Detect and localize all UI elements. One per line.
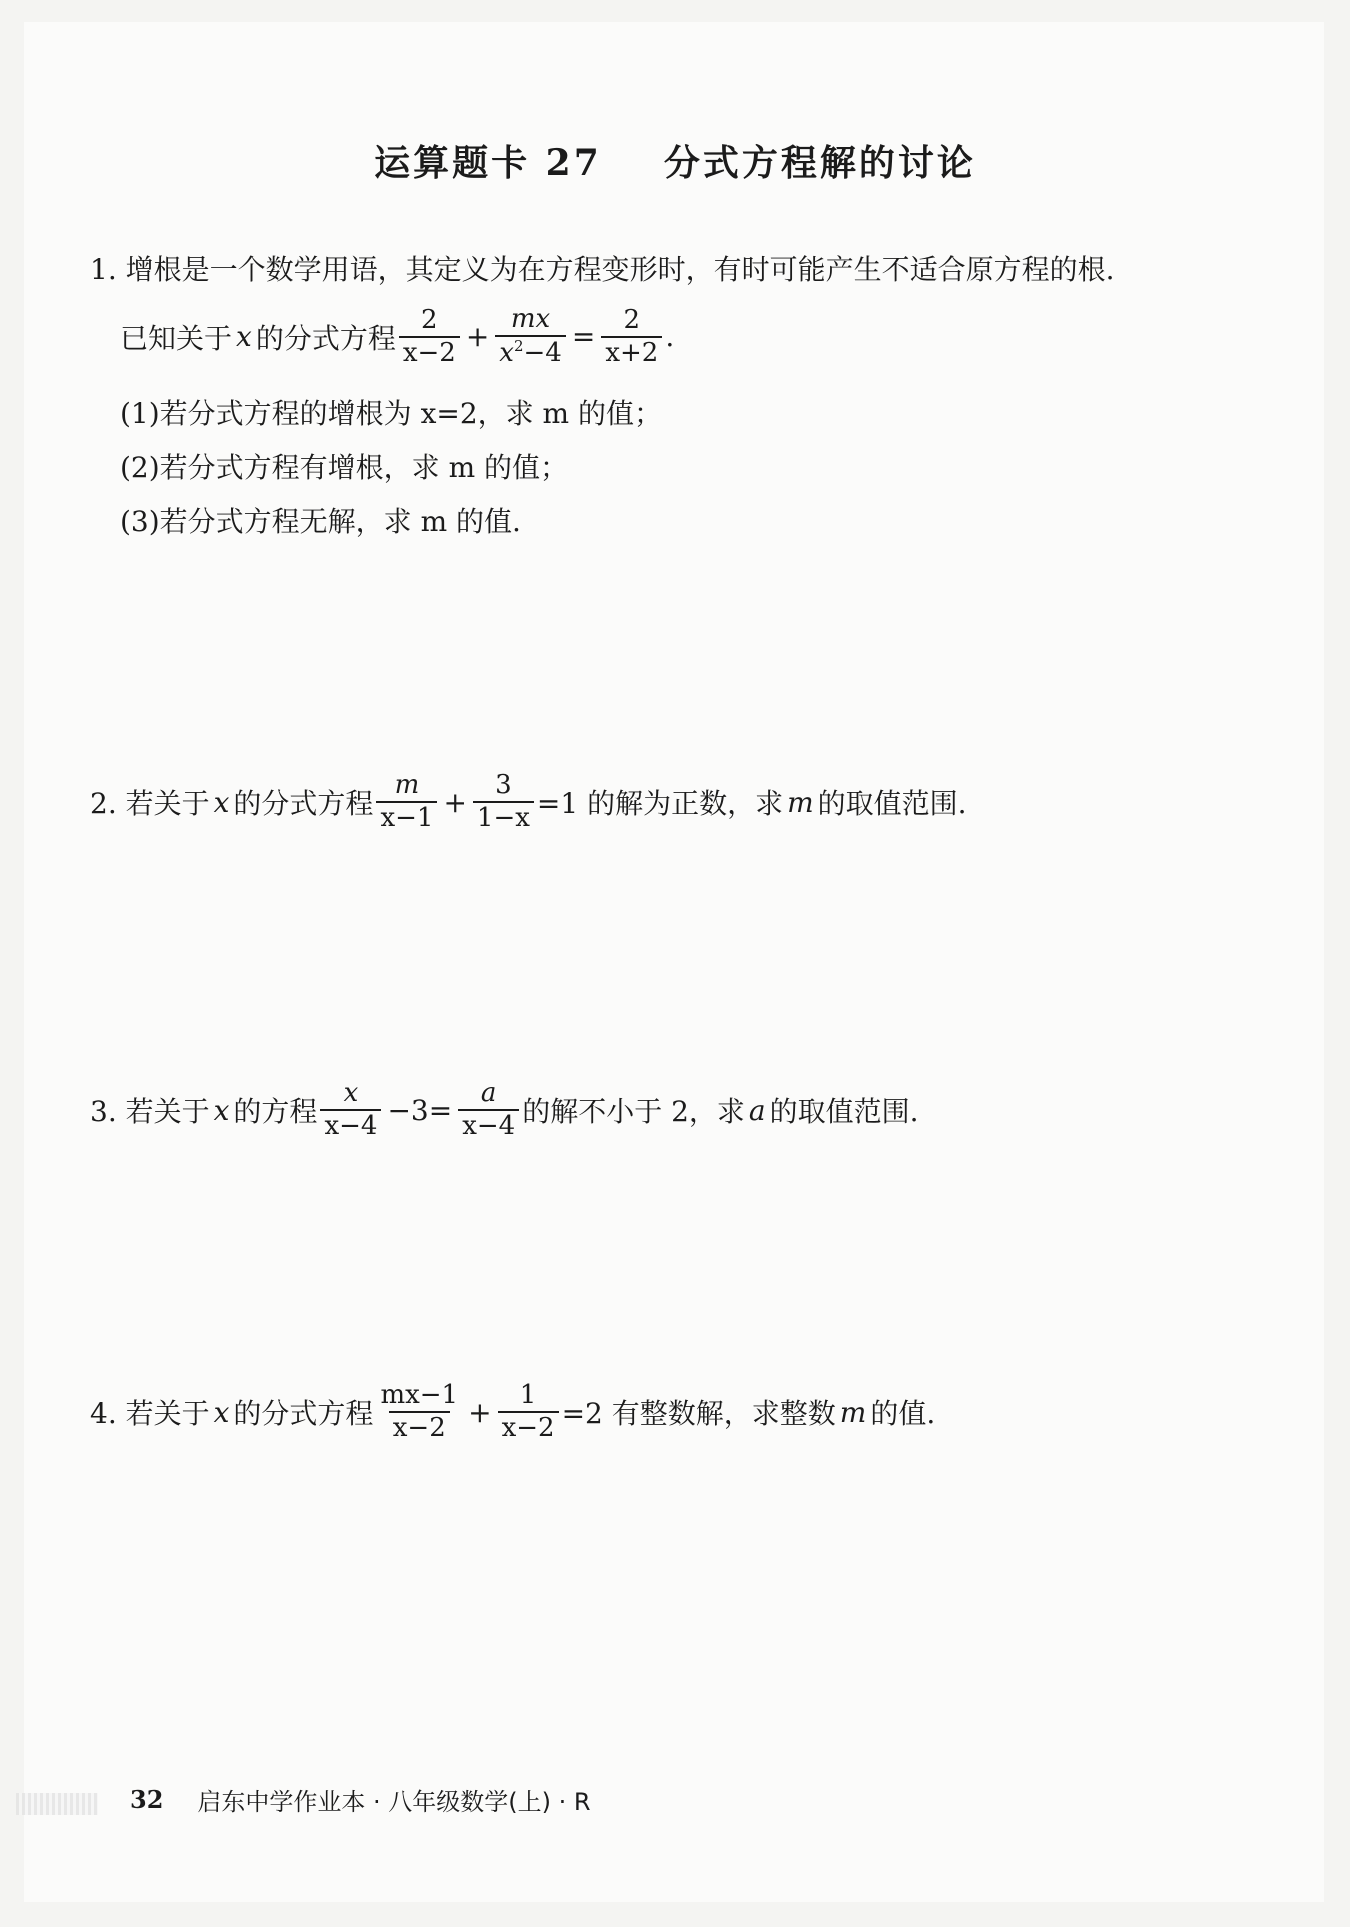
- q2-end: 的取值范围.: [817, 787, 967, 821]
- q1-end: .: [665, 320, 675, 354]
- q1-fraction-3: [601, 304, 662, 368]
- q3-f2-num-text: a: [480, 1078, 497, 1108]
- q2-fraction-1: [376, 772, 437, 833]
- page-number: 32: [130, 1785, 164, 1814]
- q3-f2-num: [477, 1080, 501, 1109]
- q4-f2-den: x−2: [498, 1411, 559, 1442]
- q1-prefix: 已知关于: [120, 321, 233, 355]
- q1-f3-num: 2: [623, 304, 641, 335]
- q4-rhs: =2 有整数解，求整数: [561, 1397, 836, 1431]
- q1-f2-num: [507, 306, 554, 335]
- q3-fraction-2: [458, 1080, 519, 1141]
- q1-intro: [90, 248, 1115, 288]
- q2-f1-den: x−1: [376, 801, 437, 832]
- q1-mid: 的分式方程: [255, 321, 396, 355]
- q2-rhs: =1 的解为正数，求: [536, 787, 784, 821]
- q4-end: 的值.: [870, 1397, 936, 1431]
- q4-f1-num: mx−1: [380, 1380, 459, 1410]
- q1-f3-den: x+2: [601, 336, 662, 367]
- q1-f1-num: 2: [421, 304, 438, 335]
- page-footer: [130, 1782, 591, 1817]
- q2-equation: [90, 772, 967, 833]
- q4-plus: +: [468, 1395, 492, 1429]
- q2-prefix: 2. 若关于: [90, 787, 210, 821]
- q1-f1-den: x−2: [399, 336, 460, 367]
- q1-eq: =: [571, 320, 596, 354]
- q1-equation: [120, 306, 674, 368]
- q3-prefix: 3. 若关于: [90, 1095, 210, 1129]
- q3-end: 的取值范围.: [769, 1095, 919, 1129]
- q1-sub2: [120, 446, 568, 486]
- q2-f2-num: 3: [495, 770, 512, 800]
- q2-var-x: x: [213, 785, 230, 819]
- q2-plus: +: [443, 785, 467, 819]
- q1-f2-num-text: mx: [510, 304, 551, 334]
- q3-fraction-1: [320, 1080, 381, 1141]
- q3-f1-den: x−4: [320, 1109, 381, 1140]
- page-title: 运算题卡 27 分式方程解的讨论: [374, 142, 976, 184]
- scan-stamp: [16, 1793, 98, 1815]
- q1-fraction-1: [399, 304, 460, 368]
- q4-var-x: x: [213, 1395, 230, 1429]
- q4-fraction-1: [376, 1382, 462, 1443]
- q3-var-x: x: [213, 1093, 230, 1127]
- q1-f2-den-x: x: [499, 338, 514, 369]
- q1-fraction-2: [495, 306, 566, 368]
- q3-var-a: a: [748, 1093, 766, 1127]
- q4-mid: 的分式方程: [233, 1397, 374, 1431]
- q1-sub1-text: (1)若分式方程的增根为 x=2，求 m 的值；: [120, 397, 662, 430]
- page-sheet: [24, 22, 1324, 1902]
- q2-var-m: m: [787, 785, 814, 819]
- q1-sub3-text: (3)若分式方程无解，求 m 的值.: [120, 505, 521, 538]
- q3-middle: −3=: [387, 1093, 453, 1127]
- q3-f2-den: x−4: [458, 1109, 519, 1140]
- q1-sub1: [120, 392, 662, 432]
- q3-rhs: 的解不小于 2，求: [522, 1095, 745, 1129]
- book-title: 启东中学作业本 · 八年级数学(上) · R: [197, 1788, 591, 1816]
- q2-mid: 的分式方程: [233, 787, 374, 821]
- q4-var-m: m: [839, 1395, 867, 1429]
- q1-f2-den: [495, 335, 566, 367]
- q1-plus: +: [465, 320, 490, 354]
- q4-f2-num: 1: [519, 1380, 537, 1410]
- q2-f1-num-text: m: [394, 770, 420, 800]
- q2-f2-den: 1−x: [473, 801, 534, 832]
- q3-equation: [90, 1080, 919, 1141]
- q4-prefix: 4. 若关于: [90, 1397, 210, 1431]
- q1-intro-text: 1. 增根是一个数学用语，其定义为在方程变形时，有时可能产生不适合原方程的根.: [90, 253, 1115, 286]
- q2-fraction-2: [473, 772, 534, 833]
- q1-f2-den-b: −4: [523, 338, 562, 369]
- q4-fraction-2: [498, 1382, 559, 1443]
- q1-var-x: x: [236, 320, 252, 354]
- q1-f2-den-sup: 2: [513, 337, 524, 356]
- q3-mid: 的方程: [233, 1095, 318, 1129]
- q2-f1-num: [391, 772, 424, 801]
- q4-f1-den: x−2: [389, 1411, 450, 1442]
- q1-sub2-text: (2)若分式方程有增根，求 m 的值；: [120, 451, 569, 484]
- q3-f1-num: [340, 1080, 363, 1109]
- q3-f1-num-text: x: [343, 1078, 359, 1108]
- q1-sub3: [120, 500, 521, 540]
- q4-equation: [90, 1382, 935, 1443]
